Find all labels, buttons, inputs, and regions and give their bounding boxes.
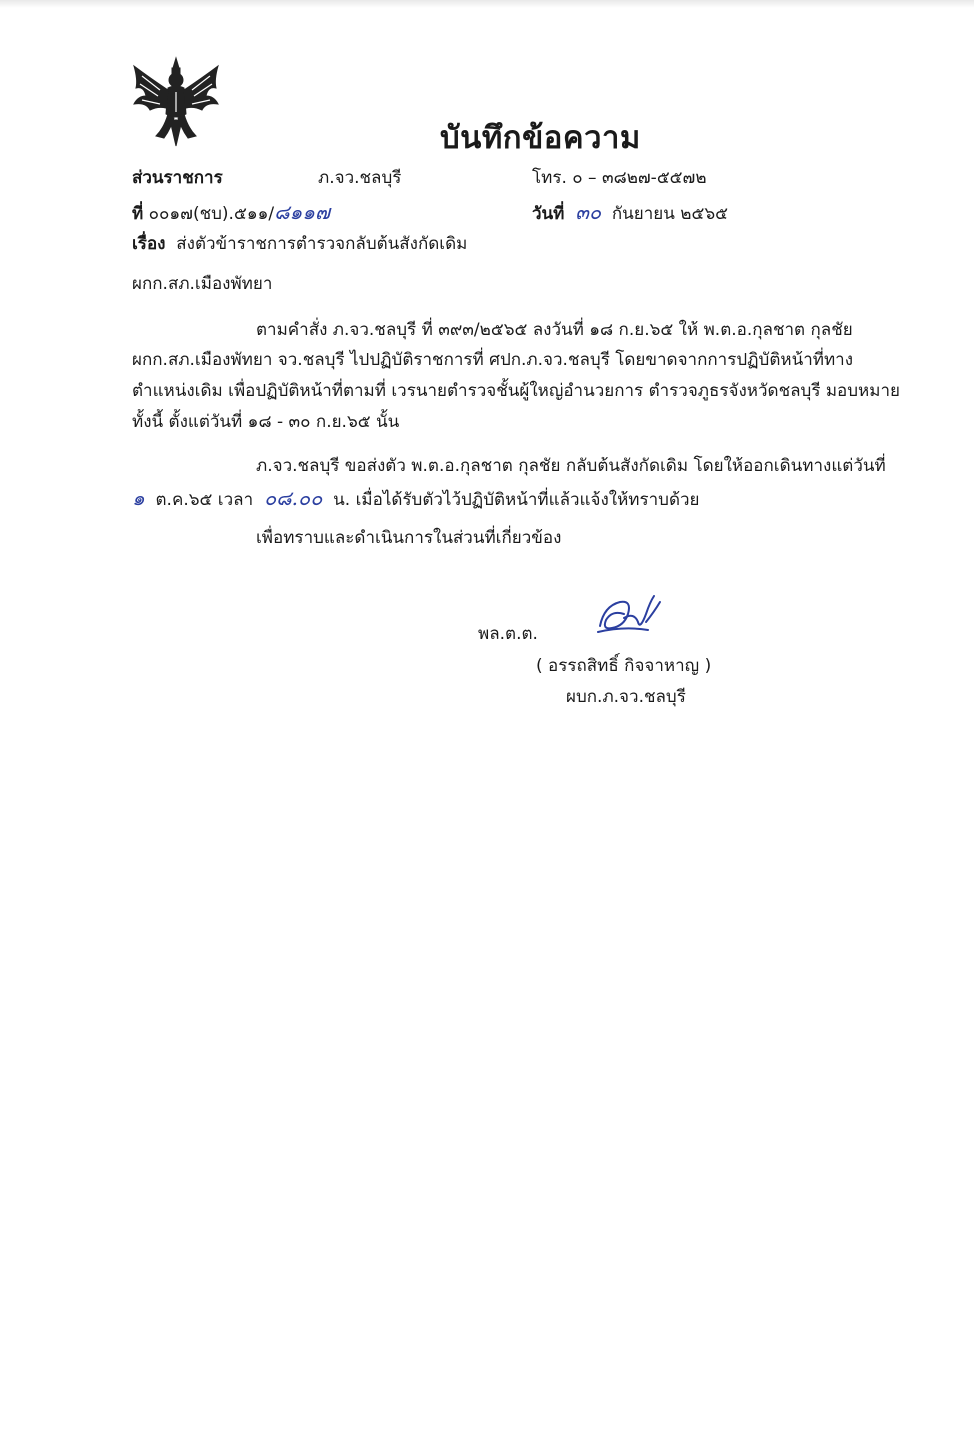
phone-number: โทร. ๐ – ๓๘๒๗-๕๕๗๒ [532,168,707,188]
departure-month-time-label: ต.ค.๖๕ เวลา [155,490,254,510]
paragraph-1-line-2: ผกก.สภ.เมืองพัทยา จว.ชลบุรี ไปปฏิบัติราชการที่ ศปก.ภ.จว.ชลบุรี โดยขาดจากการปฏิบัติหน้าที่ทาง [132,350,854,370]
paragraph-2-line-1: ภ.จว.ชลบุรี ขอส่งตัว พ.ต.อ.กุลชาต กุลชัย กลับต้นสังกัดเดิม โดยให้ออกเดินทางแต่วันที่ [256,456,886,476]
departure-time-handwritten: ๐๘.๐๐ [263,486,323,510]
paragraph-2-line-2 [132,482,700,514]
reference-handwritten: ๘๑๑๗ [274,200,330,224]
paragraph-1-line-1: ตามคำสั่ง ภ.จว.ชลบุรี ที่ ๓๙๓/๒๕๖๕ ลงวันที่ ๑๘ ก.ย.๖๕ ให้ พ.ต.อ.กุลชาต กุลชัย [256,320,853,340]
handwritten-signature [594,592,666,640]
reference-printed: ๐๐๑๗(ชบ).๕๑๑/ [148,204,275,224]
agency-value: ภ.จว.ชลบุรี [318,168,402,188]
garuda-emblem-icon [130,56,222,148]
subject-value: ส่งตัวข้าราชการตำรวจกลับต้นสังกัดเดิม [176,234,468,254]
date-day-handwritten: ๓๐ [575,200,602,224]
reference-number [132,196,330,228]
paragraph-3: เพื่อทราบและดำเนินการในส่วนที่เกี่ยวข้อง [256,528,562,548]
subject-line [132,230,467,257]
document-date [532,196,728,228]
subject-label: เรื่อง [132,234,166,254]
date-label: วันที่ [532,204,565,224]
agency-label: ส่วนราชการ [132,168,223,188]
recipient: ผกก.สภ.เมืองพัทยา [132,274,273,294]
reference-label: ที่ [132,204,144,224]
scan-edge-shadow [0,0,974,8]
paragraph-1-line-3: ตำแหน่งเดิม เพื่อปฏิบัติหน้าที่ตามที่ เวรนายตำรวจชั้นผู้ใหญ่อำนวยการ ตำรวจภูธรจังหวัดชลบุรี มอบหมาย [132,381,900,401]
paragraph-1-line-4: ทั้งนี้ ตั้งแต่วันที่ ๑๘ - ๓๐ ก.ย.๖๕ นั้น [132,412,400,432]
departure-day-handwritten: ๑ [132,486,145,510]
signer-name: ( อรรถสิทธิ์ กิจจาหาญ ) [536,656,712,676]
signer-position: ผบก.ภ.จว.ชลบุรี [566,687,686,707]
document-title: บันทึกข้อความ [440,120,641,156]
signer-rank: พล.ต.ต. [478,624,538,644]
date-month-year: กันยายน ๒๕๖๕ [611,204,729,224]
paragraph-2-closing: น. เมื่อได้รับตัวไว้ปฏิบัติหน้าที่แล้วแจ้งให้ทราบด้วย [333,490,700,510]
